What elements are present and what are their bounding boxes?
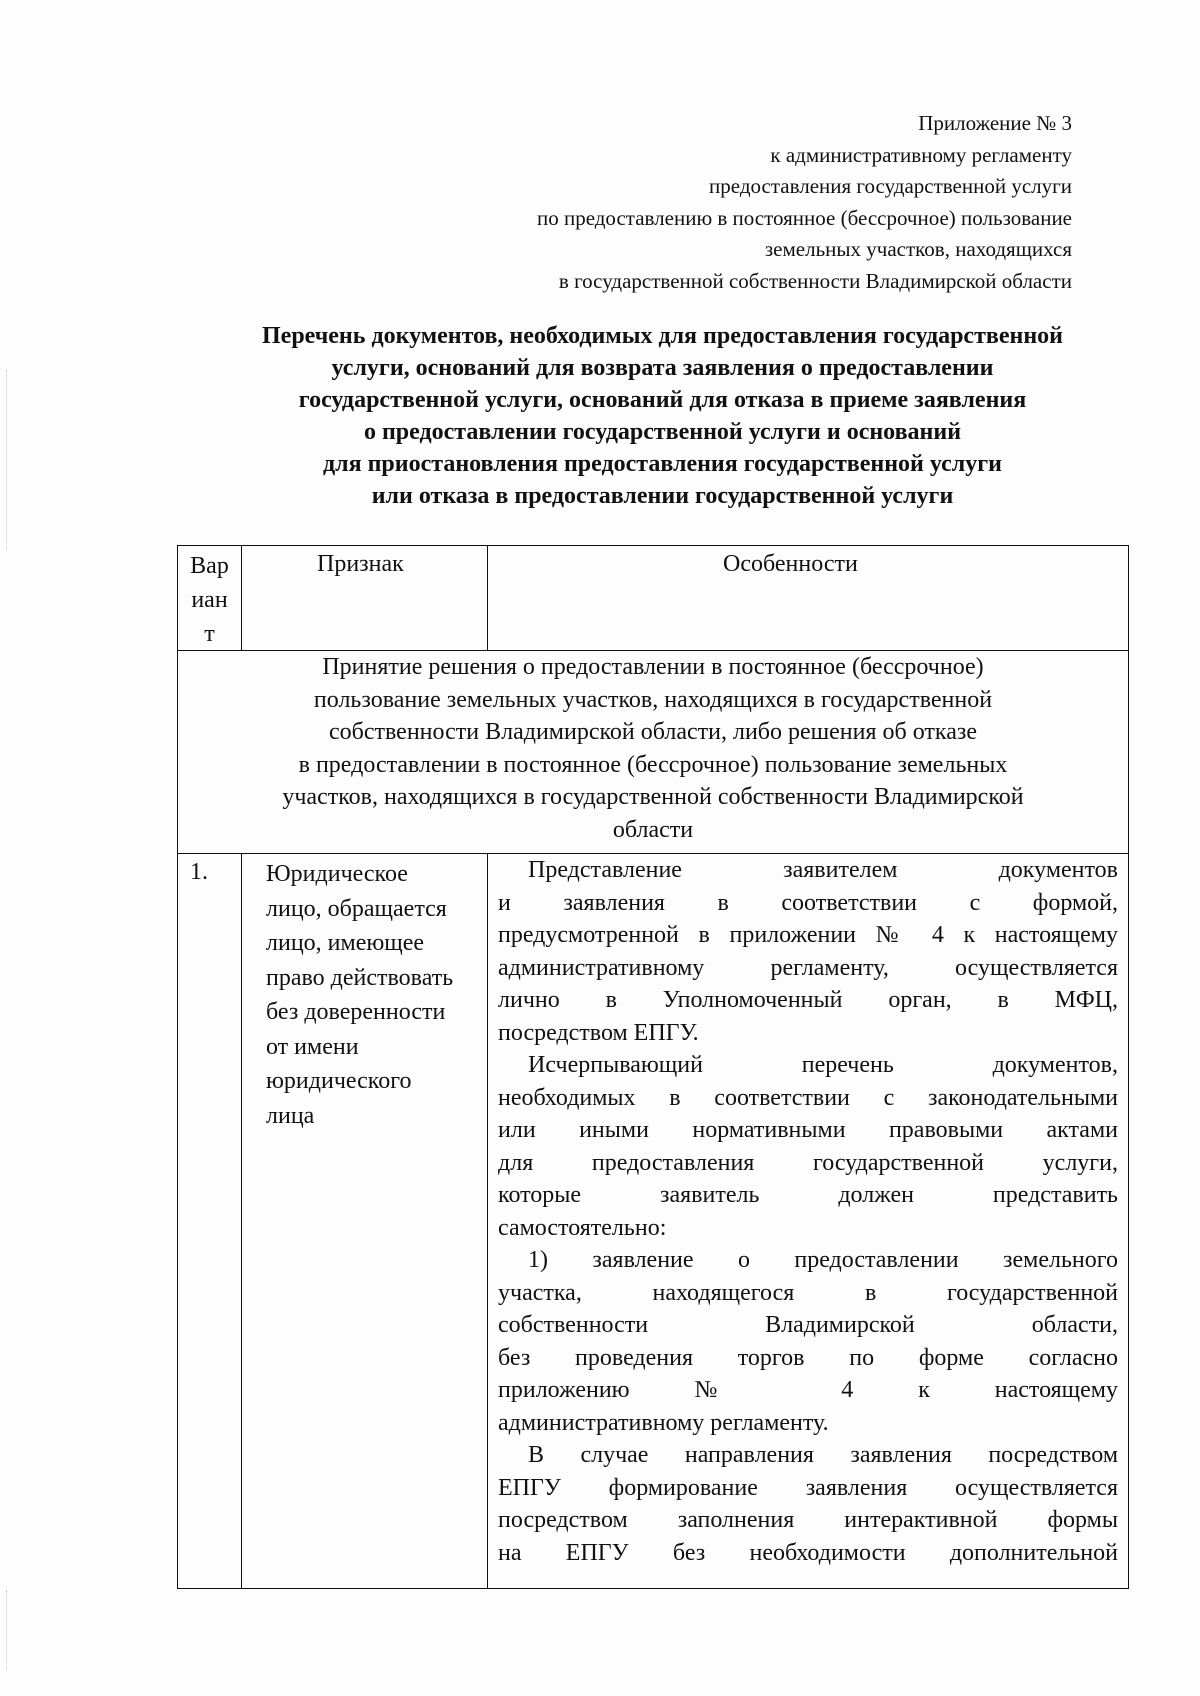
scan-edge-marks (6, 1590, 8, 1670)
annex-line: Приложение № 3 (918, 111, 1072, 135)
features-line: предусмотренной в приложении № 4 к настоящему (498, 922, 1118, 948)
row-number: 1. (178, 854, 242, 1589)
features-line: приложению № 4 к настоящему (498, 1377, 1118, 1403)
header-features: Особенности (488, 546, 1129, 651)
title-line: для приостановления предоставления государственной услуги (322, 451, 1002, 477)
annex-line: предоставления государственной услуги (709, 174, 1072, 198)
features-line: собственности Владимирской области, (498, 1312, 1118, 1338)
features-text (498, 854, 1118, 1569)
features-line: административному регламенту, осуществляется (498, 954, 1118, 981)
features-line: участка, находящегося в государственной (498, 1279, 1118, 1306)
header-variant: Вар иан т (178, 546, 242, 651)
features-line: без проведения торгов по форме согласно (498, 1344, 1118, 1371)
table-row (178, 854, 1129, 1589)
annex-line: в государственной собственности Владимирской области (558, 268, 1072, 293)
features-line: Исчерпывающий перечень документов, (528, 1052, 1118, 1078)
title-line: Перечень документов, необходимых для предоставления государственной (262, 323, 1063, 349)
annex-line: по предоставлению в постоянное (бессрочное) пользование (536, 205, 1072, 230)
title-line: о предоставлении государственной услуги и оснований (363, 419, 962, 445)
features-line: самостоятельно: (498, 1214, 667, 1241)
annex-line: земельных участков, находящихся (764, 237, 1072, 261)
features-line: ЕПГУ формирование заявления осуществляется (498, 1474, 1118, 1501)
documents-table (177, 545, 1129, 1589)
header-sign: Признак (242, 546, 488, 651)
features-line: или иными нормативными правовыми актами (498, 1117, 1118, 1143)
features-line: административному регламенту. (498, 1409, 829, 1436)
features-line: которые заявитель должен представить (498, 1182, 1118, 1208)
features-line: и заявления в соответствии с формой, (498, 889, 1118, 916)
annex-line: к административному регламенту (770, 142, 1072, 167)
features-line: 1) заявление о предоставлении земельного (528, 1247, 1118, 1273)
title-line: или отказа в предоставлении государственной услуги (371, 483, 954, 509)
title-line: государственной услуги, оснований для отказа в приеме заявления (298, 387, 1027, 413)
row-sign: Юридическое лицо, обращается лицо, имеющее право действовать без доверенности от имени юридического лица (242, 854, 488, 1589)
table-section-row (178, 651, 1129, 854)
features-line: В случае направления заявления посредством (528, 1442, 1118, 1468)
title-line: услуги, оснований для возврата заявления о предоставлении (331, 355, 994, 381)
scan-edge-marks (6, 370, 8, 550)
document-title (170, 320, 1155, 512)
section-title: Принятие решения о предоставлении в постоянное (бессрочное) пользование земельных участков, находящихся в государственной собственности Владимирской области, либо решения об отказе в предоставлении в постоянное (бессрочное) пользование земельных участков, находящихся в государственной собственности Владимирской области (178, 651, 1129, 854)
table-header-row (178, 546, 1129, 651)
features-line: посредством заполнения интерактивной формы (498, 1507, 1118, 1533)
features-line: Представление заявителем документов (528, 857, 1118, 883)
features-line: посредством ЕПГУ. (498, 1019, 699, 1046)
features-line: необходимых в соответствии с законодательными (498, 1084, 1118, 1111)
annex-header (537, 108, 1072, 297)
features-line: на ЕПГУ без необходимости дополнительной (498, 1539, 1118, 1566)
features-line: лично в Уполномоченный орган, в МФЦ, (498, 987, 1118, 1013)
row-features (488, 854, 1129, 1589)
features-line: для предоставления государственной услуги, (498, 1149, 1118, 1176)
